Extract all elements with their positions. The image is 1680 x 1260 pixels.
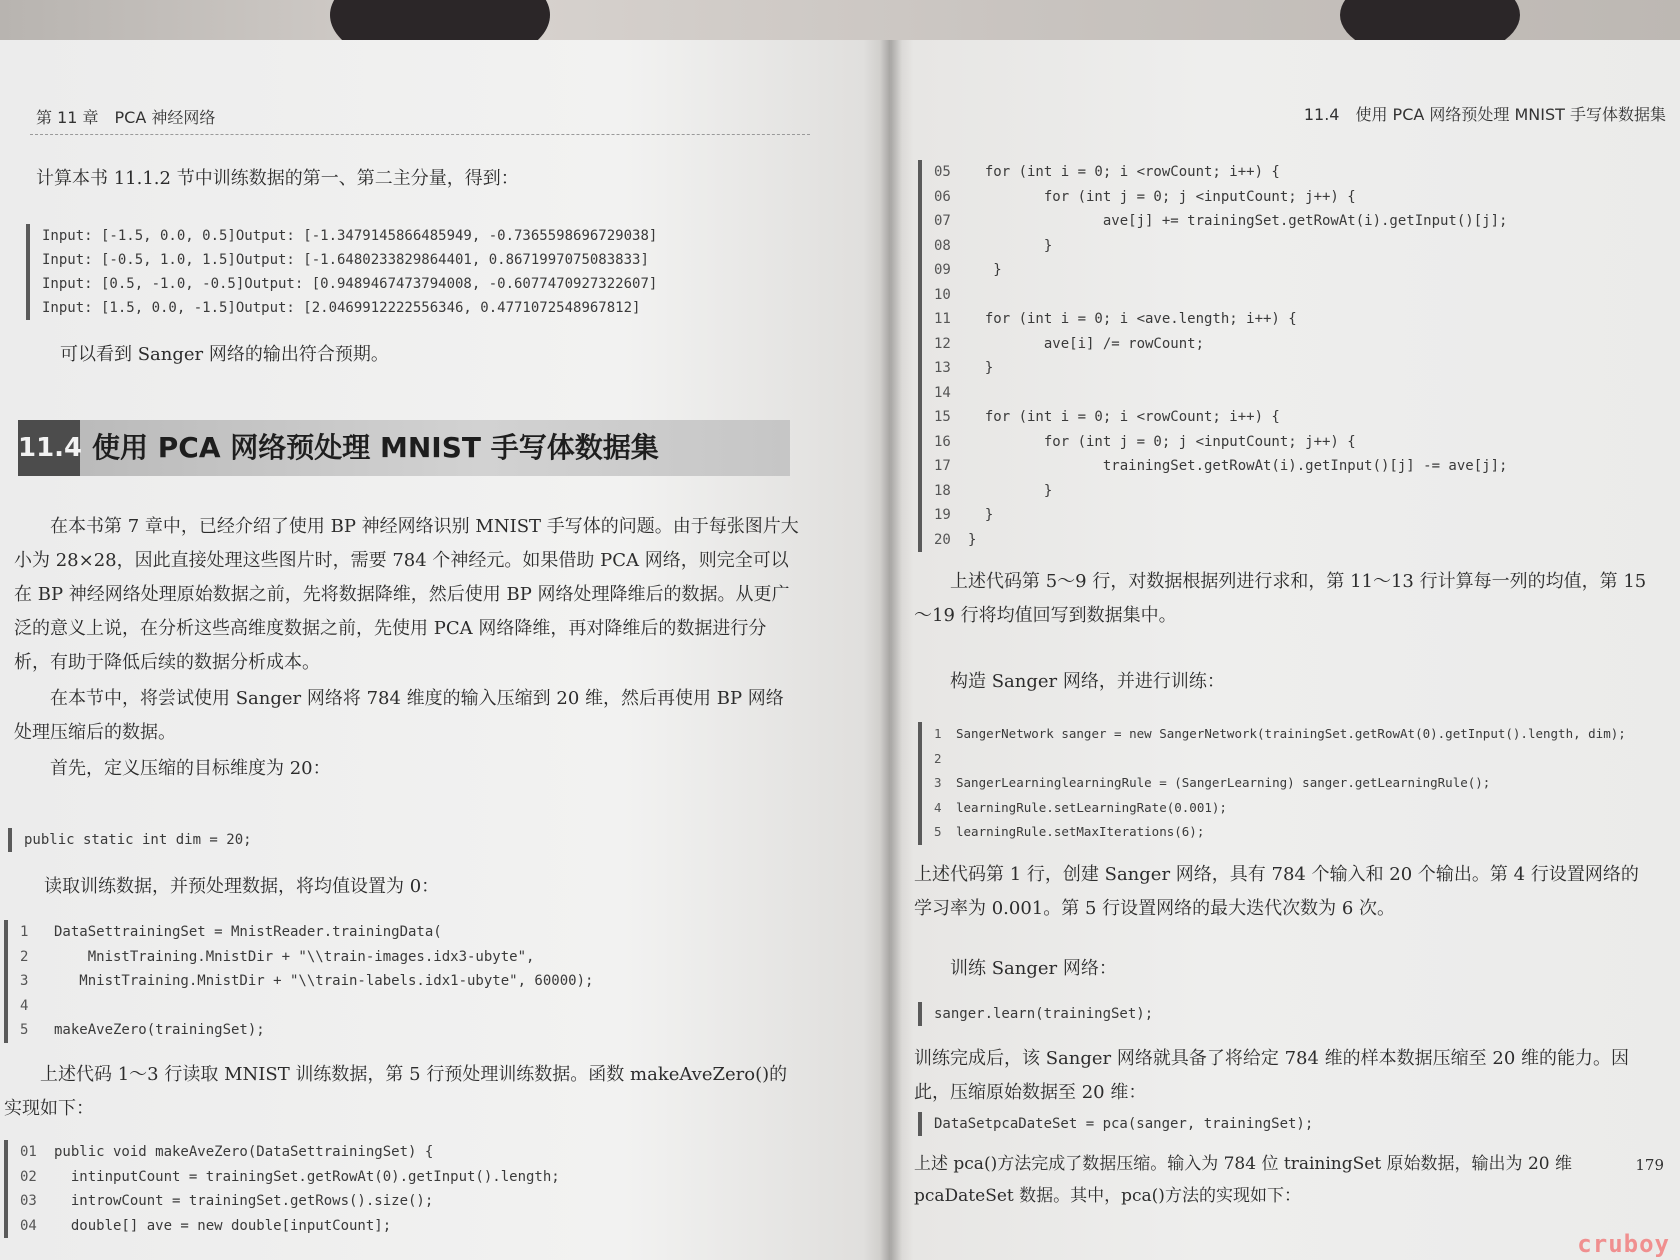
line-number: 2 <box>20 948 29 965</box>
paragraph: 训练完成后，该 Sanger 网络就具备了将给定 784 维的样本数据压缩至 20 维的能力。因此，压缩原始数据至 20 维： <box>914 1048 1630 1103</box>
code-text: learningRule.setMaxIterations(6); <box>956 824 1205 839</box>
code-text: } <box>968 531 977 548</box>
left-page <box>0 40 890 1260</box>
code-text: for (int i = 0; i <ave.length; i++) { <box>968 311 1297 327</box>
header-rule <box>30 134 810 135</box>
code-text: MnistTraining.MnistDir + "\\train-labels.idx1-ubyte", 60000); <box>54 973 594 989</box>
code-line <box>934 820 1674 845</box>
line-number: 1 <box>934 726 942 741</box>
code-line <box>20 1165 810 1190</box>
line-number: 09 <box>934 262 951 278</box>
code-line <box>934 722 1674 747</box>
code-text: for (int i = 0; i <rowCount; i++) { <box>968 409 1280 425</box>
code-line <box>934 771 1674 796</box>
code-text: MnistTraining.MnistDir + "\\train-images.idx3-ubyte", <box>54 948 535 965</box>
code-line <box>934 747 1674 772</box>
code-text: double[] ave = new double[inputCount]; <box>54 1217 392 1234</box>
output-line: Input: [1.5, 0.0, -1.5]Output: [2.0469912222556346, 0.4771072548967812] <box>42 300 641 316</box>
code-pca-block <box>918 1112 1634 1136</box>
code-text: } <box>968 237 1053 254</box>
code-line <box>20 994 800 1019</box>
line-number: 16 <box>934 433 951 450</box>
code-line <box>934 796 1674 821</box>
code-line <box>934 283 1654 308</box>
code-text: intinputCount = trainingSet.getRowAt(0).getInput().length; <box>54 1168 560 1185</box>
code-text: SangerNetwork sanger = new SangerNetwork(trainingSet.getRowAt(0).getInput().length, dim); <box>956 726 1626 741</box>
line-number: 2 <box>934 750 942 766</box>
code-avezero-block <box>4 1140 810 1238</box>
code-text: learningRule.setLearningRate(0.001); <box>956 799 1227 815</box>
code-line <box>20 1189 810 1214</box>
output-line: Input: [0.5, -1.0, -0.5]Output: [0.9489467473794008, -0.6077470927322607] <box>42 276 658 292</box>
code-text: SangerLearninglearningRule = (SangerLearning) sanger.getLearningRule(); <box>956 775 1491 790</box>
line-number: 15 <box>934 409 951 425</box>
line-number: 03 <box>20 1193 37 1209</box>
book-spread <box>0 40 1680 1260</box>
code-learn-block <box>918 1002 1634 1026</box>
code-text: } <box>968 507 994 523</box>
code-line <box>20 920 800 945</box>
code-text: public void makeAveZero(DataSettrainingSet) { <box>54 1144 434 1160</box>
code-text: } <box>968 360 994 376</box>
section-number: 11.4 <box>18 420 80 476</box>
code-line: public static int dim = 20; <box>24 832 252 848</box>
code-text: for (int j = 0; j <inputCount; j++) { <box>968 433 1356 450</box>
paragraph: 上述代码第 5～9 行，对数据根据列进行求和，第 11～13 行计算每一列的均值，第 15～19 行将均值回写到数据集中。 <box>914 571 1647 626</box>
code-line <box>20 1018 800 1043</box>
line-number: 5 <box>20 1022 29 1038</box>
code-dim-block <box>8 828 784 852</box>
paragraph: 上述代码第 1 行，创建 Sanger 网络，具有 784 个输入和 20 个输出。第 4 行设置网络的学习率为 0.001。第 5 行设置网络的最大迭代次数为 6 次。 <box>914 864 1639 919</box>
book-gutter <box>880 40 902 1260</box>
code-text: ave[i] /= rowCount; <box>968 335 1205 352</box>
line-number: 01 <box>20 1144 37 1160</box>
paragraph: 在本书第 7 章中，已经介绍了使用 BP 神经网络识别 MNIST 手写体的问题。由于每张图片大小为 28×28，因此直接处理这些图片时，需要 784 个神经元。如果借助 PCA 网络，则完全可以在 BP 神经网络处理原始数据之前，先将数据降维，然后使用 BP 网络处理降维后的数据。从更广泛的意义上说，在分析这些高维度数据之前，先使用 PCA 网络降维，再对降维后的数据进行分析，有助于降低后续的数据分析成本。 <box>14 516 799 673</box>
paragraph: 在本节中，将尝试使用 Sanger 网络将 784 维度的输入压缩到 20 维，然后再使用 BP 网络处理压缩后的数据。 <box>14 688 784 743</box>
code-line <box>934 479 1654 504</box>
code-line <box>20 945 800 970</box>
sanger-note: 可以看到 Sanger 网络的输出符合预期。 <box>60 344 389 365</box>
code-text: trainingSet.getRowAt(i).getInput()[j] -= ave[j]; <box>968 458 1508 474</box>
paragraph: 上述代码 1～3 行读取 MNIST 训练数据，第 5 行预处理训练数据。函数 makeAveZero()的实现如下： <box>4 1064 788 1119</box>
paragraph: 首先，定义压缩的目标维度为 20： <box>50 758 331 779</box>
code-line <box>934 356 1654 381</box>
code-text: ave[j] += trainingSet.getRowAt(i).getInput()[j]; <box>968 213 1508 229</box>
line-number: 19 <box>934 507 951 523</box>
watermark: cruboy <box>1577 1230 1670 1258</box>
line-number: 3 <box>934 775 942 790</box>
code-text: introwCount = trainingSet.getRows().size(); <box>54 1193 434 1209</box>
code-line <box>934 528 1654 553</box>
code-line <box>934 185 1654 210</box>
line-number: 5 <box>934 824 942 839</box>
intro-text: 计算本书 11.1.2 节中训练数据的第一、第二主分量，得到： <box>36 168 519 189</box>
line-number: 12 <box>934 335 951 352</box>
line-number: 07 <box>934 213 951 229</box>
line-number: 05 <box>934 164 951 180</box>
paragraph: 训练 Sanger 网络： <box>950 958 1117 979</box>
code-text: for (int j = 0; j <inputCount; j++) { <box>968 188 1356 205</box>
code-avezero-cont-block <box>918 160 1654 552</box>
code-text: makeAveZero(trainingSet); <box>54 1022 265 1038</box>
line-number: 4 <box>20 997 29 1014</box>
code-line <box>934 234 1654 259</box>
code-line <box>934 209 1654 234</box>
code-line <box>934 258 1654 283</box>
paragraph: 读取训练数据，并预处理数据，将均值设置为 0： <box>44 876 440 897</box>
line-number: 14 <box>934 384 951 401</box>
output-line: Input: [-0.5, 1.0, 1.5]Output: [-1.6480233829864401, 0.8671997075083833] <box>42 252 649 268</box>
code-line <box>934 332 1654 357</box>
section-heading <box>18 420 790 476</box>
code-text: for (int i = 0; i <rowCount; i++) { <box>968 164 1280 180</box>
left-running-head: 第 11 章 PCA 神经网络 <box>36 108 216 127</box>
right-page <box>890 40 1680 1260</box>
line-number: 06 <box>934 188 951 205</box>
code-line: DataSetpcaDateSet = pca(sanger, trainingSet); <box>934 1116 1314 1132</box>
code-line <box>934 503 1654 528</box>
page-number: 179 <box>1635 1156 1664 1174</box>
line-number: 10 <box>934 286 951 303</box>
code-line <box>934 160 1654 185</box>
section-title: 使用 PCA 网络预处理 MNIST 手写体数据集 <box>92 431 659 464</box>
code-text: } <box>968 262 1002 278</box>
output-code-block <box>26 224 802 320</box>
code-line <box>934 430 1654 455</box>
code-text: DataSettrainingSet = MnistReader.trainingData( <box>54 924 442 940</box>
line-number: 02 <box>20 1168 37 1185</box>
line-number: 17 <box>934 458 951 474</box>
line-number: 3 <box>20 973 29 989</box>
line-number: 20 <box>934 531 951 548</box>
code-line <box>934 381 1654 406</box>
paragraph: 构造 Sanger 网络，并进行训练： <box>950 671 1225 692</box>
code-line <box>934 307 1654 332</box>
line-number: 08 <box>934 237 951 254</box>
code-read-block <box>4 920 800 1043</box>
line-number: 1 <box>20 924 29 940</box>
code-text: } <box>968 482 1053 499</box>
line-number: 11 <box>934 311 951 327</box>
paragraph: 上述 pca()方法完成了数据压缩。输入为 784 位 trainingSet 原始数据，输出为 20 维 pcaDateSet 数据。其中，pca()方法的实现如下： <box>914 1154 1572 1206</box>
code-sanger-block <box>918 722 1674 845</box>
right-running-head: 11.4 使用 PCA 网络预处理 MNIST 手写体数据集 <box>1303 105 1666 124</box>
code-line <box>934 454 1654 479</box>
code-line <box>20 1214 810 1239</box>
line-number: 04 <box>20 1217 37 1234</box>
code-line <box>20 969 800 994</box>
line-number: 4 <box>934 799 942 815</box>
output-line: Input: [-1.5, 0.0, 0.5]Output: [-1.3479145866485949, -0.7365598696729038] <box>42 228 658 244</box>
code-line <box>20 1140 810 1165</box>
line-number: 18 <box>934 482 951 499</box>
line-number: 13 <box>934 360 951 376</box>
code-line <box>934 405 1654 430</box>
code-line: sanger.learn(trainingSet); <box>934 1006 1154 1022</box>
